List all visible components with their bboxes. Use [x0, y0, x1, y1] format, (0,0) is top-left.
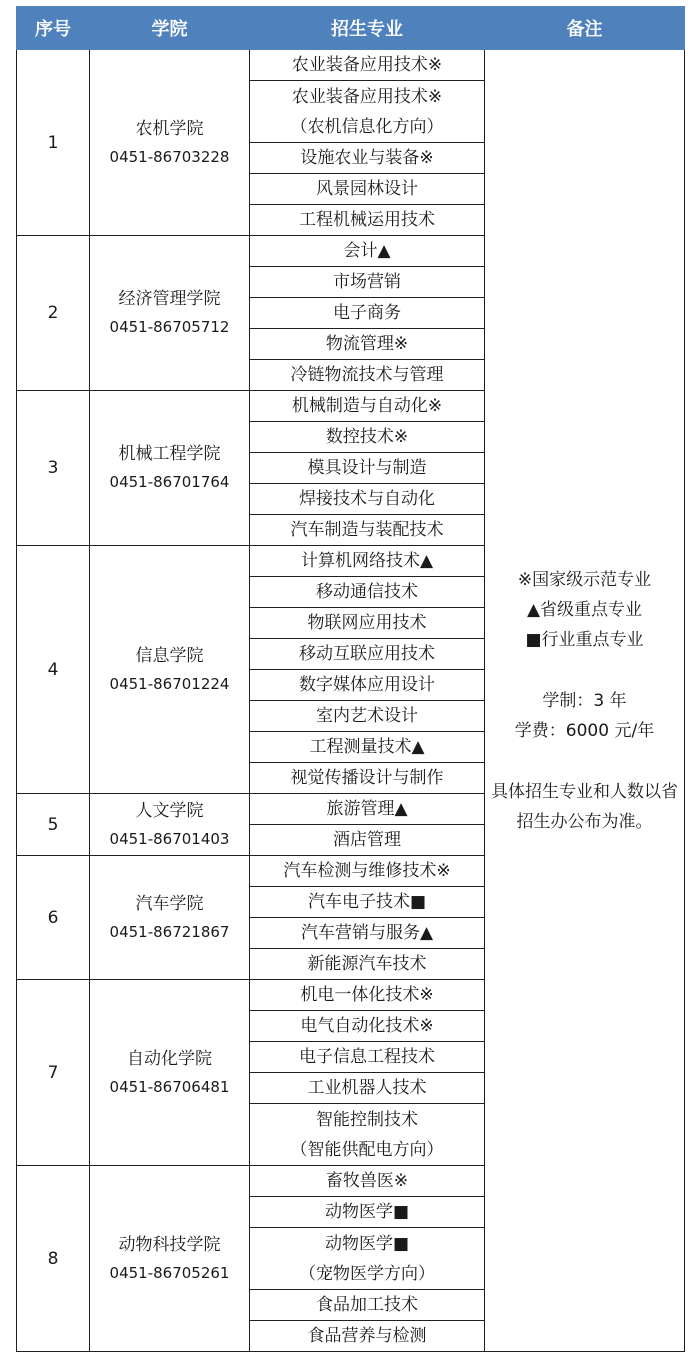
- notes-cell: [485, 50, 685, 1352]
- major-cell: 动物医学■ （宠物医学方向）: [250, 1228, 485, 1290]
- table-body: [17, 50, 685, 1352]
- legend-item: ※国家级示范专业: [517, 569, 652, 590]
- seq-cell: 8: [17, 1166, 90, 1352]
- major-cell: 数控技术※: [250, 422, 485, 453]
- college-phone: 0451-86705712: [109, 318, 230, 336]
- college-cell: [90, 1166, 250, 1352]
- seq-cell: 2: [17, 236, 90, 391]
- seq-cell: 5: [17, 794, 90, 856]
- major-cell: 电气自动化技术※: [250, 1011, 485, 1042]
- major-cell: 室内艺术设计: [250, 701, 485, 732]
- college-cell: [90, 794, 250, 856]
- college-phone: 0451-86706481: [109, 1077, 230, 1096]
- college-name: 动物科技学院: [118, 1234, 221, 1255]
- seq-cell: 4: [17, 546, 90, 794]
- admissions-table: [16, 6, 685, 1352]
- major-cell: 汽车营销与服务▲: [250, 918, 485, 949]
- college-phone: 0451-86721867: [109, 922, 230, 941]
- major-cell: 汽车检测与维修技术※: [250, 856, 485, 887]
- major-cell: 汽车制造与装配技术: [250, 515, 485, 546]
- major-cell: 机械制造与自动化※: [250, 391, 485, 422]
- college-cell: [90, 236, 250, 391]
- major-cell: 食品营养与检测: [250, 1321, 485, 1352]
- major-cell: 移动通信技术: [250, 577, 485, 608]
- seq-cell: 7: [17, 980, 90, 1166]
- major-cell: 农业装备应用技术※ （农机信息化方向）: [250, 81, 485, 143]
- college-cell: [90, 546, 250, 794]
- college-name: 信息学院: [135, 645, 204, 666]
- table-row: [17, 50, 685, 81]
- college-name: 人文学院: [135, 800, 204, 821]
- college-cell: [90, 50, 250, 236]
- major-cell: 计算机网络技术▲: [250, 546, 485, 577]
- major-cell: 物流管理※: [250, 329, 485, 360]
- major-cell: 设施农业与装备※: [250, 143, 485, 174]
- college-cell: [90, 856, 250, 980]
- seq-cell: 3: [17, 391, 90, 546]
- major-cell: 机电一体化技术※: [250, 980, 485, 1011]
- major-cell: 焊接技术与自动化: [250, 484, 485, 515]
- college-phone: 0451-86701403: [109, 829, 230, 848]
- header-notes: 备注: [485, 7, 685, 50]
- header-seq: 序号: [17, 7, 90, 50]
- college-name: 机械工程学院: [118, 444, 221, 464]
- legend-item: ▲省级重点专业: [526, 599, 643, 620]
- major-cell: 工程机械运用技术: [250, 205, 485, 236]
- major-cell: 物联网应用技术: [250, 608, 485, 639]
- major-cell: 移动互联应用技术: [250, 639, 485, 670]
- college-phone: 0451-86701224: [109, 674, 230, 693]
- major-cell: 电子商务: [250, 298, 485, 329]
- major-cell: 模具设计与制造: [250, 453, 485, 484]
- college-name: 自动化学院: [127, 1048, 212, 1069]
- major-cell: 畜牧兽医※: [250, 1166, 485, 1197]
- major-cell: 视觉传播设计与制作: [250, 763, 485, 794]
- college-cell: [90, 391, 250, 546]
- major-cell: 冷链物流技术与管理: [250, 360, 485, 391]
- college-phone: 0451-86705261: [109, 1263, 230, 1282]
- major-cell: 市场营销: [250, 267, 485, 298]
- disclaimer-text: 具体招生专业和人数以省招生办公布为准。: [491, 781, 678, 832]
- header-major: 招生专业: [250, 7, 485, 50]
- major-cell: 风景园林设计: [250, 174, 485, 205]
- major-cell: 数字媒体应用设计: [250, 670, 485, 701]
- major-cell: 食品加工技术: [250, 1290, 485, 1321]
- major-cell: 会计▲: [250, 236, 485, 267]
- college-name: 汽车学院: [135, 893, 204, 914]
- major-cell: 酒店管理: [250, 825, 485, 856]
- major-cell: 动物医学■: [250, 1197, 485, 1228]
- duration-text: 学制：3 年: [542, 690, 627, 711]
- major-cell: 电子信息工程技术: [250, 1042, 485, 1073]
- major-cell: 新能源汽车技术: [250, 949, 485, 980]
- college-cell: [90, 980, 250, 1166]
- legend-item: ■行业重点专业: [525, 629, 644, 650]
- tuition-text: 学费：6000 元/年: [514, 720, 655, 741]
- header-college: 学院: [90, 7, 250, 50]
- college-phone: 0451-86701764: [109, 473, 230, 491]
- college-name: 农机学院: [135, 118, 204, 139]
- major-cell: 智能控制技术 （智能供配电方向）: [250, 1104, 485, 1166]
- header-row: [17, 7, 685, 50]
- college-name: 经济管理学院: [118, 289, 221, 309]
- major-cell: 旅游管理▲: [250, 794, 485, 825]
- major-cell: 工业机器人技术: [250, 1073, 485, 1104]
- major-cell: 工程测量技术▲: [250, 732, 485, 763]
- seq-cell: 6: [17, 856, 90, 980]
- college-phone: 0451-86703228: [109, 147, 230, 166]
- seq-cell: 1: [17, 50, 90, 236]
- major-cell: 农业装备应用技术※: [250, 50, 485, 81]
- major-cell: 汽车电子技术■: [250, 887, 485, 918]
